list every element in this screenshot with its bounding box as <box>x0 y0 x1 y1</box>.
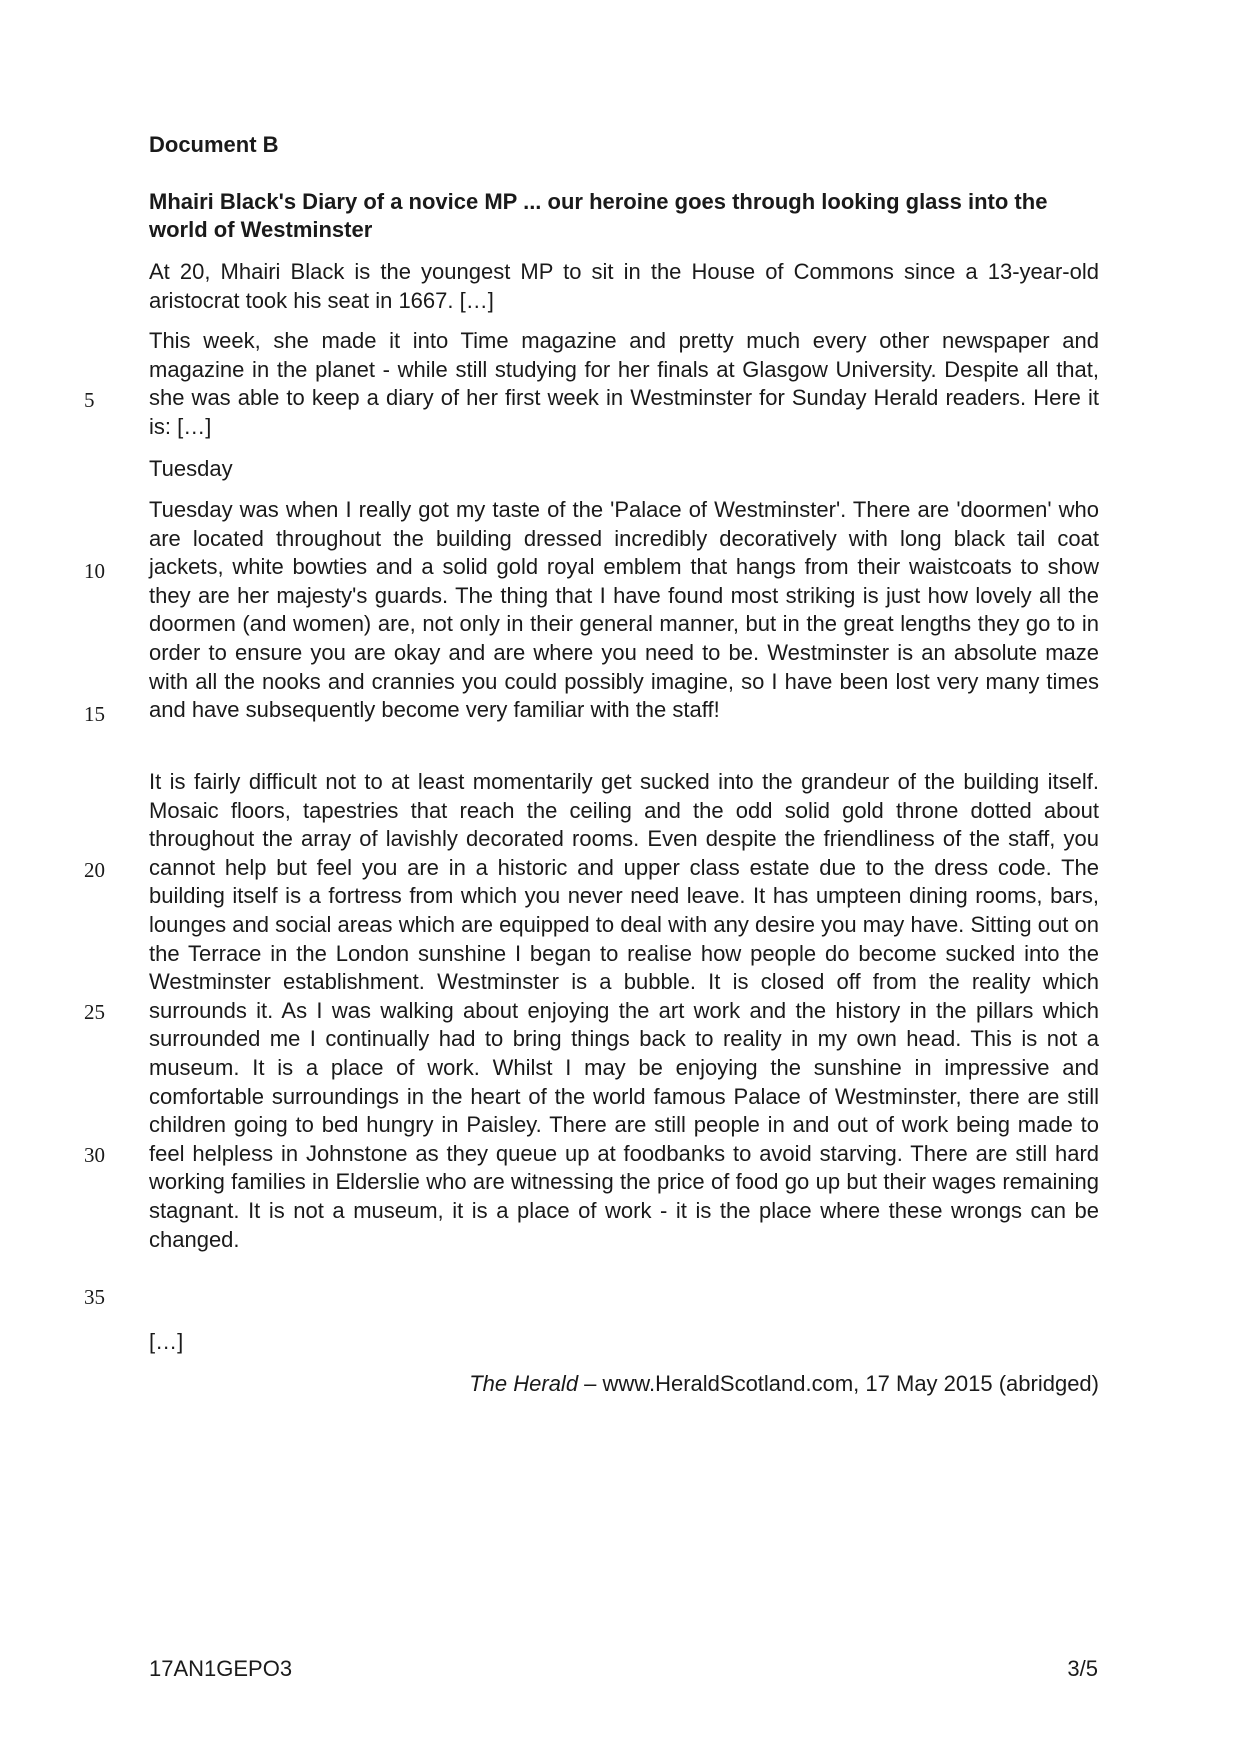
paragraph-doormen: Tuesday was when I really got my taste of the 'Palace of Westminster'. There are 'doormen' who are located throughout the building dressed incredibly decoratively with long black tail coat jackets, white bowties and a solid gold royal emblem that hangs from their waistcoats to show they are her majesty's guards. The thing that I have found most striking is just how lovely all the doormen (and women) are, not only in their general manner, but in the great lengths they go to in order to ensure you are okay and are where you need to be. Westminster is an absolute maze with all the nooks and crannies you could possibly imagine, so I have been lost very many times and have subsequently become very familiar with the staff! <box>149 497 1099 723</box>
line-number: 30 <box>84 1143 105 1167</box>
line-number: 5 <box>84 388 95 412</box>
document-label: Document B <box>149 132 279 157</box>
diary-day-heading: Tuesday <box>149 456 233 481</box>
line-number: 10 <box>84 559 105 583</box>
line-number: 20 <box>84 858 105 882</box>
source-citation <box>149 1370 1099 1398</box>
paragraph-intro: At 20, Mhairi Black is the youngest MP to sit in the House of Commons since a 13-year-old aristocrat took his seat in 1667. […] <box>149 259 1099 313</box>
paragraph-grandeur: It is fairly difficult not to at least momentarily get sucked into the grandeur of the building itself. Mosaic floors, tapestries that reach the ceiling and the odd solid gold throne dotted about throughout the array of lavishly decorated rooms. Even despite the friendliness of the staff, you cannot help but feel you are in a historic and upper class estate due to the dress code. The building itself is a fortress from which you never need leave. It has umpteen dining rooms, bars, lounges and social areas which are equipped to deal with any desire you may have. Sitting out on the Terrace in the London sunshine I began to realise how people do become sucked into the Westminster establishment. Westminster is a bubble. It is closed off from the reality which surrounds it. As I was walking about enjoying the art work and the history in the pillars which surrounded me I continually had to bring things back to reality in my own head. This is not a museum. It is a place of work. Whilst I may be enjoying the sunshine in impressive and comfortable surroundings in the heart of the world famous Palace of Westminster, there are still children going to bed hungry in Paisley. There are still people in and out of work being made to feel helpless in Johnstone as they queue up at foodbanks to avoid starving. There are still hard working families in Elderslie who are witnessing the price of food go up but their wages remaining stagnant. It is not a museum, it is a place of work - it is the place where these wrongs can be changed. <box>149 769 1099 1252</box>
paragraph-ellipsis: […] <box>149 1329 184 1354</box>
paragraph-context: This week, she made it into Time magazine and pretty much every other newspaper and magazine in the planet - while still studying for her finals at Glasgow University. Despite all that, she was able to keep a diary of her first week in Westminster for Sunday Herald readers. Here it is: […] <box>149 328 1099 439</box>
page-number: 3/5 <box>1067 1656 1098 1681</box>
article-headline: Mhairi Black's Diary of a novice MP ... our heroine goes through looking glass into the world of Westminster <box>149 189 1048 242</box>
exam-code: 17AN1GEPO3 <box>149 1656 293 1681</box>
source-publication: The Herald <box>469 1371 579 1396</box>
line-number: 35 <box>84 1285 105 1309</box>
line-number: 15 <box>84 702 105 726</box>
line-number: 25 <box>84 1000 105 1024</box>
source-details: – www.HeraldScotland.com, 17 May 2015 (abridged) <box>578 1371 1099 1396</box>
